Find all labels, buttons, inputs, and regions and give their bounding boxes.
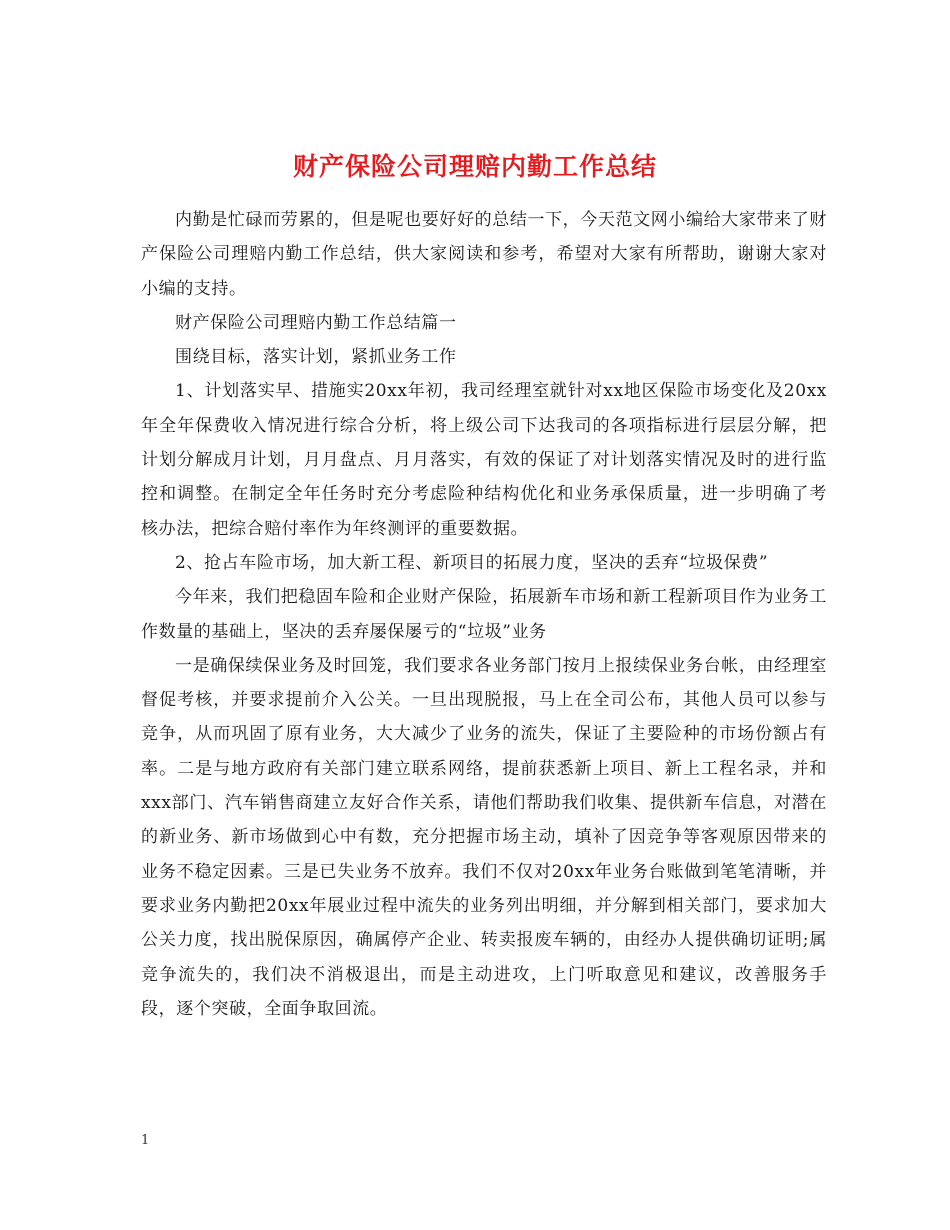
paragraph-plan: 1、计划落实早、措施实20xx年初，我司经理室就针对xx地区保险市场变化及20xx年全年保费收入情况进行综合分析，将上级公司下达我司的各项指标进行层层分解，把计划分解成月计划，月月盘点、月月落实，有效的保证了对计划落实情况及时的进行监控和调整。在制定全年任务时充分考虑险种结构优化和业务承保质量，进一步明确了考核办法，把综合赔付率作为年终测评的重要数据。 [141,381,827,539]
page-number: 1 [141,1133,150,1148]
paragraph-market: 2、抢占车险市场，加大新工程、新项目的拓展力度，坚决的丢弃“垃圾保费” [175,552,769,573]
paragraph-section-heading: 财产保险公司理赔内勤工作总结篇一 [175,312,457,333]
paragraph-intro: 内勤是忙碌而劳累的，但是呢也要好好的总结一下，今天范文网小编给大家带来了财产保险公司理赔内勤工作总结，供大家阅读和参考，希望对大家有所帮助，谢谢大家对小编的支持。 [141,210,827,299]
document-title: 财产保险公司理赔内勤工作总结 [292,151,657,181]
document-body [141,203,827,1026]
paragraph-measures: 一是确保续保业务及时回笼，我们要求各业务部门按月上报续保业务台帐，由经理室督促考核，并要求提前介入公关。一旦出现脱报，马上在全司公布，其他人员可以参与竞争，从而巩固了原有业务，大大减少了业务的流失，保证了主要险种的市场份额占有率。二是与地方政府有关部门建立联系网络，提前获悉新上项目、新上工程名录，并和xxx部门、汽车销售商建立友好合作关系，请他们帮助我们收集、提供新车信息，对潜在的新业务、新市场做到心中有数，充分把握市场主动，填补了因竞争等客观原因带来的业务不稳定因素。三是已失业务不放弃。我们不仅对20xx年业务台账做到笔笔清晰，并要求业务内勤把20xx年展业过程中流失的业务列出明细，并分解到相关部门，要求加大公关力度，找出脱保原因，确属停产企业、转卖报废车辆的，由经办人提供确切证明;属竞争流失的，我们决不消极退出，而是主动进攻，上门听取意见和建议，改善服务手段，逐个突破，全面争取回流。 [141,655,827,1019]
paragraph-subheading: 围绕目标，落实计划，紧抓业务工作 [175,347,457,368]
paragraph-this-year: 今年来，我们把稳固车险和企业财产保险，拓展新车市场和新工程新项目作为业务工作数量的基础上，坚决的丢弃屡保屡亏的“垃圾”业务 [141,587,827,642]
